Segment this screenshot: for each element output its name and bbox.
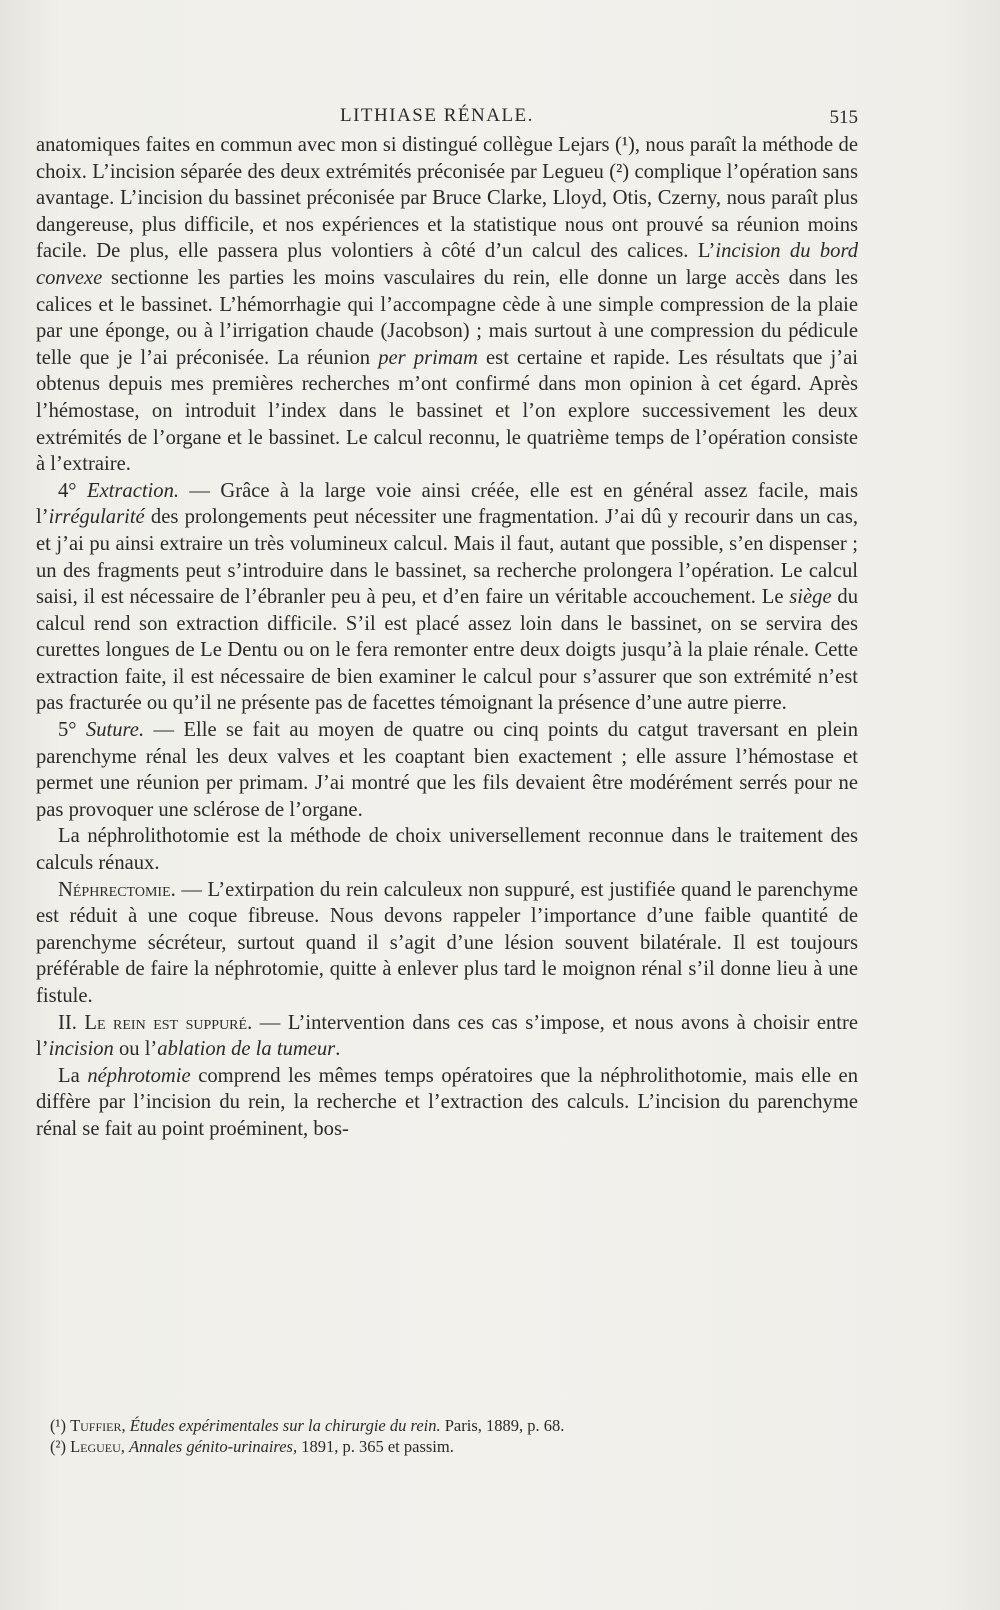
footnote-1: (¹) Tuffier, Études expérimentales sur la chirurgie du rein. Paris, 1889, p. 68. bbox=[50, 1416, 565, 1435]
paragraph-rein-suppure: II. Le rein est suppuré. — L’intervention dans ces cas s’impose, et nous avons à choisir entre l’incision ou l’ablation de la tumeur. bbox=[36, 1011, 858, 1061]
paragraph-incision: anatomiques faites en commun avec mon si distingué collègue Lejars (¹), nous paraît la méthode de choix. L’incision séparée des deux extrémités préconisée par Legueu (²) complique l’opération sans avantage. L’incision du bassinet préconisée par Bruce Clarke, Lloyd, Otis, Czerny, nous paraît plus dangereuse, plus difficile, et nos expériences et la statistique nous ont prouvé sa réunion moins facile. De plus, elle passera plus volontiers à côté d’un calcul des calices. L’incision du bord convexe sectionne les parties les moins vasculaires du rein, elle donne un large accès dans les calices et le bassinet. L’hémorrhagie qui l’accompagne cède à une simple compression de la plaie par une éponge, ou à l’irrigation chaude (Jacobson) ; mais surtout à une compression du pédicule telle que je l’ai préconisée. La réunion per primam est certaine et rapide. Les résultats que j’ai obtenus depuis mes premières recherches m’ont confirmé dans mon opinion à cet égard. Après l’hémostase, on introduit l’index dans le bassinet et l’on explore successivement les deux extrémités de l’organe et le bassinet. Le calcul reconnu, le quatrième temps de l’opération consiste à l’extraire. bbox=[36, 134, 858, 476]
running-head bbox=[0, 105, 1000, 135]
paragraph-nephrotomie: La néphrotomie comprend les mêmes temps opératoires que la néphrolithotomie, mais elle en diffère par l’incision du rein, la recherche et l’extraction des calculs. L’incision du parenchyme rénal se fait au point proéminent, bos- bbox=[36, 1064, 858, 1140]
paragraph-nephrectomie: Néphrectomie. — L’extirpation du rein calculeux non suppuré, est justifiée quand le parenchyme est réduit à une coque fibreuse. Nous devons rappeler l’importance d’une faible quantité de parenchyme sécréteur, surtout quand il s’agit d’une lésion souvent bilatérale. Il est toujours préférable de faire la néphrotomie, quitte à enlever plus tard le moignon rénal s’il donne lieu à une fistule. bbox=[36, 878, 858, 1007]
body-text bbox=[36, 132, 858, 1143]
paragraph-suture: 5° Suture. — Elle se fait au moyen de quatre ou cinq points du catgut traversant en plein parenchyme rénal les deux valves et les coaptant bien exactement ; elle assure l’hémostase et permet une réunion per primam. J’ai montré que les fils devaient être modérément serrés pour ne pas provoquer une sclérose de l’organe. bbox=[36, 719, 858, 821]
footnotes bbox=[50, 1415, 850, 1457]
running-title: LITHIASE RÉNALE. bbox=[340, 105, 534, 126]
paragraph-extraction: 4° Extraction. — Grâce à la large voie ainsi créée, elle est en général assez facile, mais l’irrégularité des prolongements peut nécessiter une fragmentation. J’ai dû y recourir dans un cas, et j’ai pu ainsi extraire un très volumineux calcul. Mais il faut, autant que possible, s’en dispenser ; un des fragments peut s’introduire dans le bassinet, sa recherche prolongera l’opération. Le calcul saisi, il est nécessaire de l’ébranler peu à peu, et d’en faire un véritable accouchement. Le siège du calcul rend son extraction difficile. S’il est placé assez loin dans le bassinet, on se servira des curettes longues de Le Dentu ou on le fera remonter entre deux doigts jusqu’à la plaie rénale. Cette extraction faite, il est nécessaire de bien examiner le calcul pour s’assurer que son extrémité n’est pas fracturée ou qu’il ne présente pas de facettes témoignant la présence d’une autre pierre. bbox=[36, 479, 859, 715]
page-number: 515 bbox=[829, 107, 858, 128]
paragraph-nephrolithotomie: La néphrolithotomie est la méthode de choix universellement reconnue dans le traitement des calculs rénaux. bbox=[36, 825, 858, 875]
footnote-2: (²) Legueu, Annales génito-urinaires, 1891, p. 365 et passim. bbox=[50, 1437, 454, 1456]
